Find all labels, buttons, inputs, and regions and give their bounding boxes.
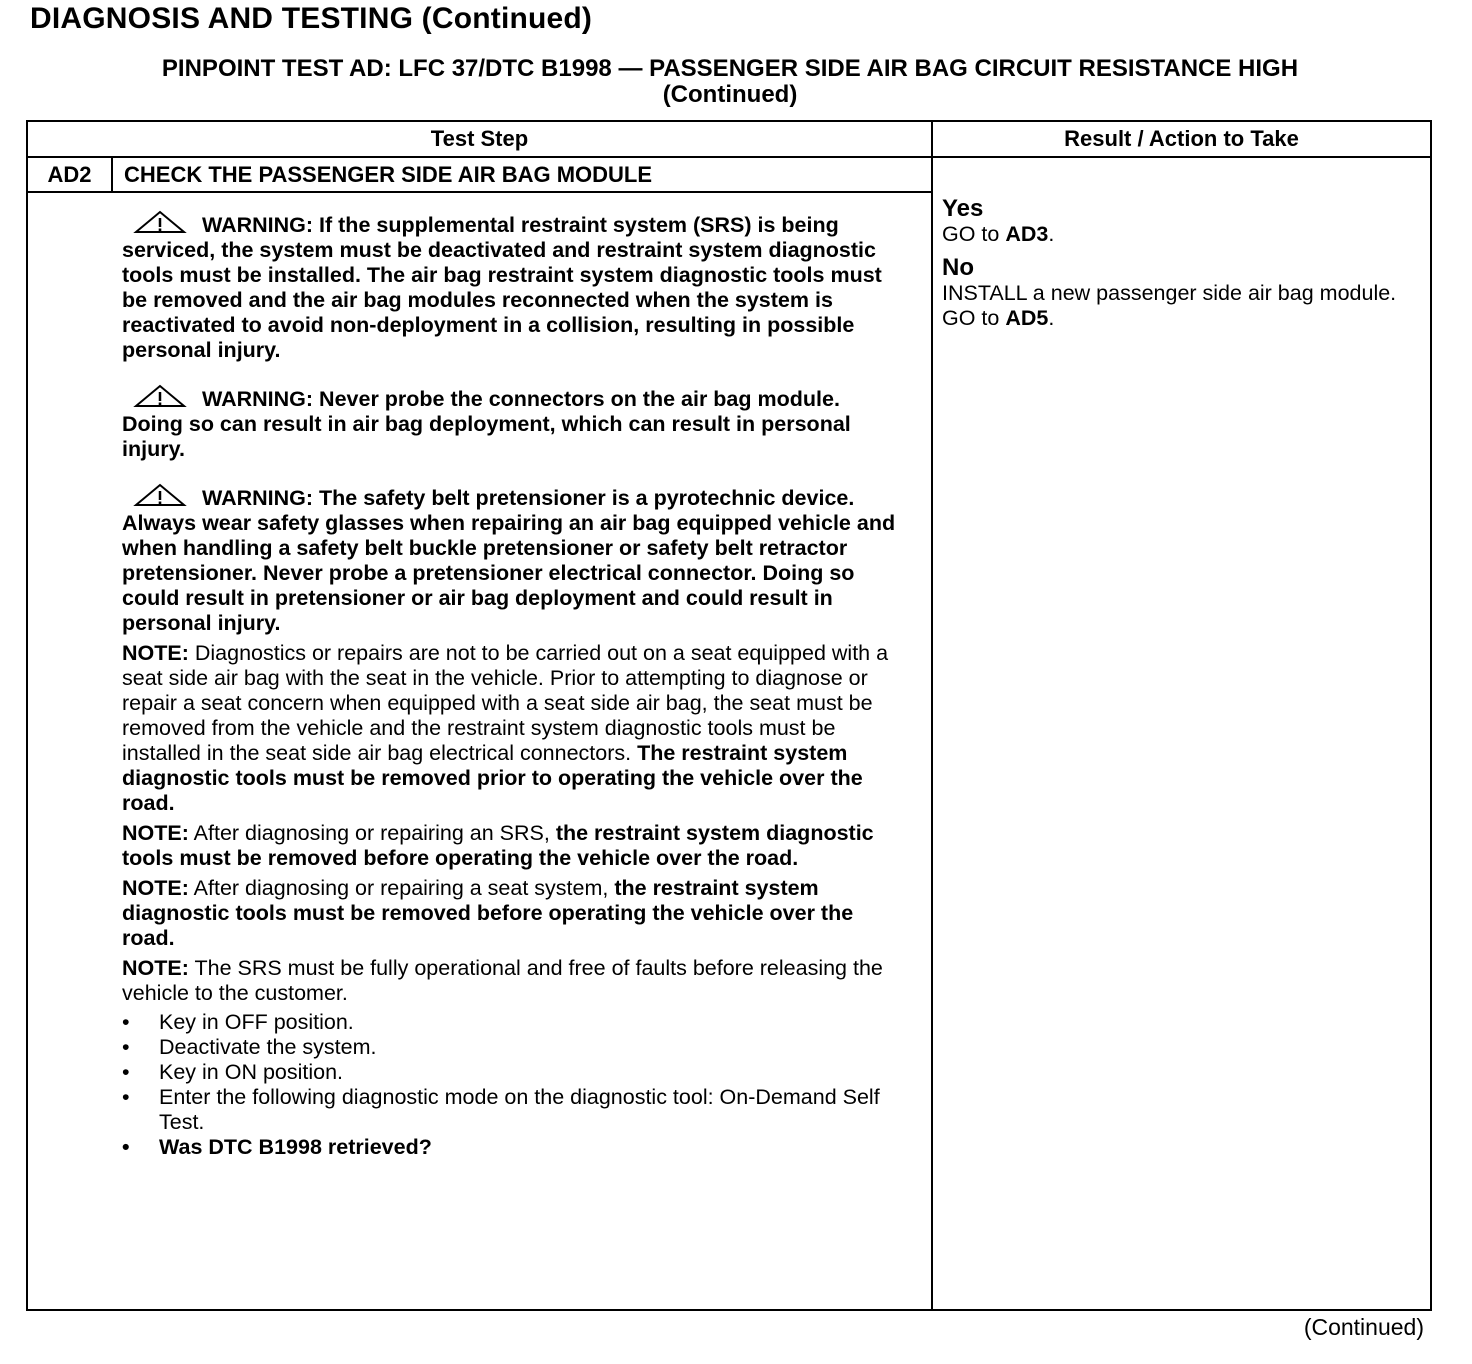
pinpoint-test-table: [26, 120, 1432, 1311]
procedure-step-list: [122, 1010, 902, 1160]
list-item: • Deactivate the system.: [122, 1035, 902, 1060]
warning-pretensioner: [122, 483, 902, 636]
step-id-divider: [111, 158, 113, 192]
step-id: AD2: [47, 162, 92, 187]
warning-triangle-icon: [132, 384, 188, 408]
result-yes-text: GO to: [942, 222, 1006, 246]
warning-srs-service: [122, 210, 902, 363]
warning-text: WARNING: If the supplemental restraint system (SRS) is being serviced, the system must be deactivated and restraint system diagnostic tools must be installed. The air bag restraint system diagnostic tools must be removed and the air bag modules reconnected when the system is reactivated to avoid non-deployment in a collision, resulting in possible personal injury.: [122, 213, 882, 362]
pinpoint-test-title-line1: PINPOINT TEST AD: LFC 37/DTC B1998 — PASSENGER SIDE AIR BAG CIRCUIT RESISTANCE HIGH: [161, 55, 1299, 82]
note-label: NOTE:: [122, 821, 189, 845]
note-emphasis: the restraint system diagnostic tools must be removed before operating the vehicle over the road.: [122, 876, 854, 950]
note-text: After diagnosing or repairing a seat system,: [188, 876, 615, 900]
note-label: NOTE:: [122, 956, 189, 980]
result-action-header: Result / Action to Take: [1064, 126, 1299, 151]
note-emphasis: the restraint system diagnostic tools must be removed before operating the vehicle over the road.: [122, 821, 874, 870]
result-no-action: [942, 281, 1412, 331]
list-item: • Key in OFF position.: [122, 1010, 902, 1035]
note-label: NOTE:: [122, 876, 189, 900]
column-divider: [931, 122, 933, 1309]
list-item: • Enter the following diagnostic mode on the diagnostic tool: On-Demand Self Test.: [122, 1085, 902, 1135]
result-yes-suffix: .: [1048, 222, 1055, 246]
note-text: Diagnostics or repairs are not to be carried out on a seat equipped with a seat side air bag with the seat in the vehicle. Prior to attempting to diagnose or repair a seat concern when equipped with a seat side air bag, the seat must be removed from the vehicle and the restraint system diagnostic tools must be installed in the seat side air bag electrical connectors.: [122, 641, 889, 765]
note-srs-operational: [122, 956, 902, 1006]
note-text: The SRS must be fully operational and free of faults before releasing the vehicle to the customer.: [122, 956, 883, 1005]
result-no-suffix: .: [1048, 306, 1055, 330]
warning-triangle-icon: [132, 210, 188, 234]
list-item-question: • Was DTC B1998 retrieved?: [122, 1135, 902, 1160]
pinpoint-test-title-line2: (Continued): [662, 81, 798, 108]
warning-text: WARNING: Never probe the connectors on the air bag module. Doing so can result in air bag deployment, which can result in personal injury.: [122, 387, 851, 461]
note-emphasis: The restraint system diagnostic tools must be removed prior to operating the vehicle over the road.: [122, 741, 863, 815]
test-step-body: [122, 210, 902, 1160]
test-step-header: Test Step: [430, 126, 529, 151]
list-item: • Key in ON position.: [122, 1060, 902, 1085]
note-after-seat-repair: [122, 876, 902, 951]
warning-triangle-icon: [132, 483, 188, 507]
warning-probe-connectors: [122, 384, 902, 462]
note-text: After diagnosing or repairing an SRS,: [188, 821, 556, 845]
result-yes-action: [942, 222, 1412, 247]
result-no-label: No: [942, 254, 974, 281]
note-after-srs-repair: [122, 821, 902, 871]
note-seat-side-air-bag: [122, 641, 902, 816]
result-yes-label: Yes: [942, 195, 984, 222]
page-title: DIAGNOSIS AND TESTING (Continued): [30, 2, 593, 35]
result-action-cell: [942, 196, 1412, 331]
pinpoint-test-title: [30, 56, 1430, 108]
result-no-text: INSTALL a new passenger side air bag module. GO to: [942, 281, 1397, 330]
result-yes-target: AD3: [1005, 222, 1049, 246]
warning-text: WARNING: The safety belt pretensioner is a pyrotechnic device. Always wear safety glasses when repairing an air bag equipped vehicle and when handling a safety belt buckle pretensioner or safety belt retractor pretensioner. Never probe a pretensioner electrical connector. Doing so could result in pretensioner or air bag deployment and could result in personal injury.: [122, 486, 896, 635]
note-label: NOTE:: [122, 641, 189, 665]
step-title: CHECK THE PASSENGER SIDE AIR BAG MODULE: [124, 162, 653, 187]
footer-continued: (Continued): [1303, 1314, 1424, 1340]
result-no-target: AD5: [1005, 306, 1049, 330]
